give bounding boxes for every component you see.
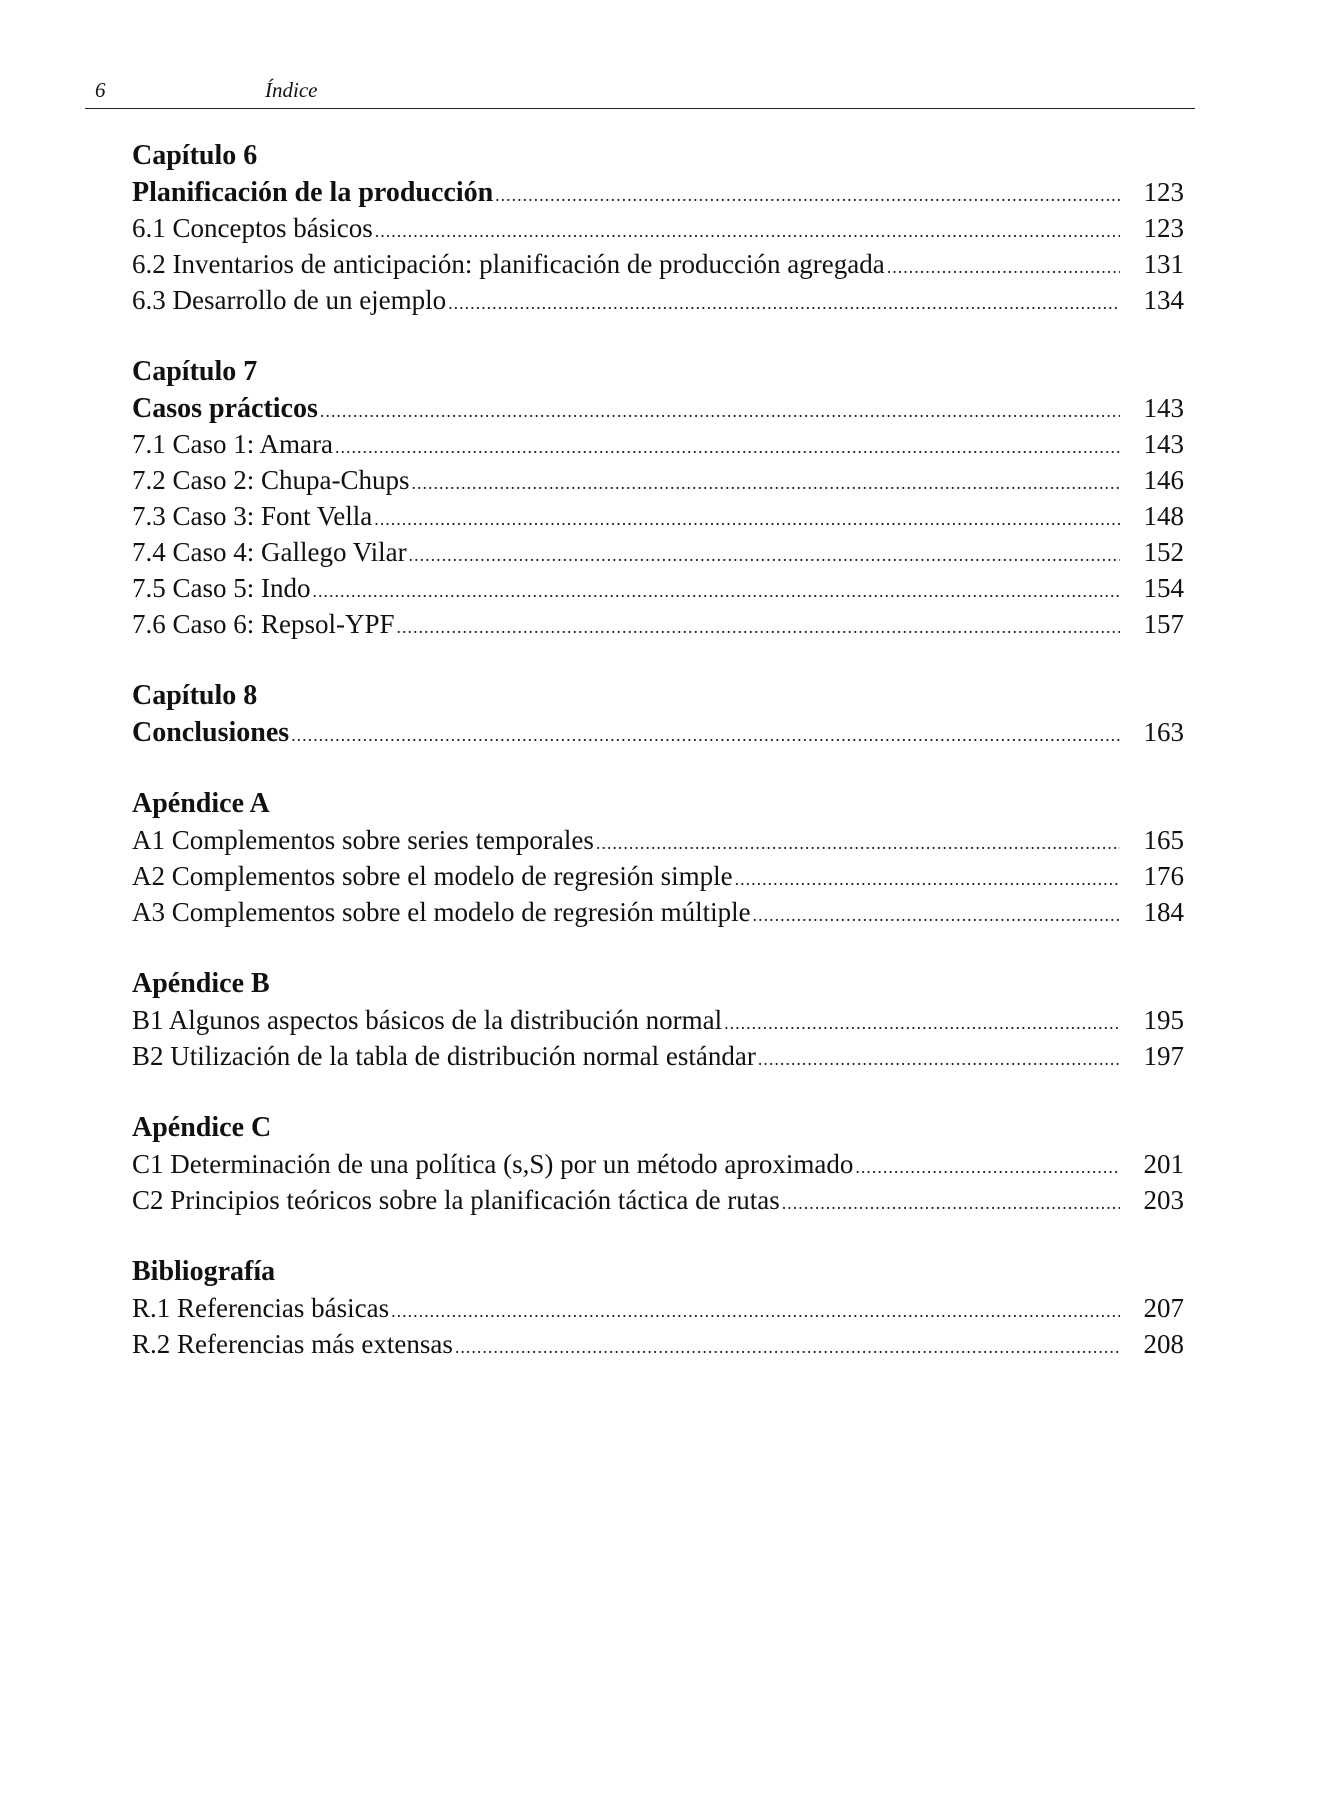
toc-entry: [132, 858, 1184, 894]
running-header: [85, 72, 1195, 109]
entry-page-number: 195: [1143, 1005, 1184, 1035]
entry-page-number: 123: [1143, 213, 1184, 243]
chapter-title-entry: [132, 714, 1184, 750]
dot-leader: [855, 1149, 1120, 1185]
toc-entry: [132, 606, 1184, 642]
entry-label: Planificación de la producción: [132, 177, 494, 208]
toc-entry: [132, 282, 1184, 318]
dot-leader: [724, 1005, 1120, 1041]
entry-page-number: 201: [1143, 1149, 1184, 1179]
entry-page-number: 197: [1143, 1041, 1184, 1071]
entry-page-number: 134: [1143, 285, 1184, 315]
entry-page-number: 152: [1143, 537, 1184, 567]
entry-label: 6.1 Conceptos básicos: [132, 213, 373, 243]
entry-label: 7.1 Caso 1: Amara: [132, 429, 333, 459]
dot-leader: [397, 609, 1120, 645]
section-heading: Apéndice B: [132, 968, 270, 999]
table-of-contents: [132, 138, 1184, 1398]
entry-page-number: 165: [1143, 825, 1184, 855]
entry-page-number: 146: [1143, 465, 1184, 495]
entry-label: B1 Algunos aspectos básicos de la distribución normal: [132, 1005, 723, 1035]
toc-section: [132, 966, 1184, 1074]
toc-entry: [132, 534, 1184, 570]
dot-leader: [735, 861, 1120, 897]
chapter-title-entry: [132, 390, 1184, 426]
toc-entry: [132, 1182, 1184, 1218]
dot-leader: [391, 1293, 1120, 1329]
entry-label: A1 Complementos sobre series temporales: [132, 825, 594, 855]
entry-label: B2 Utilización de la tabla de distribución normal estándar: [132, 1041, 756, 1071]
entry-label: 7.2 Caso 2: Chupa-Chups: [132, 465, 410, 495]
section-heading: Capítulo 8: [132, 680, 258, 711]
dot-leader: [596, 825, 1120, 861]
entry-label: 6.2 Inventarios de anticipación: planificación de producción agregada: [132, 249, 885, 279]
toc-entry: [132, 1002, 1184, 1038]
toc-entry: [132, 1290, 1184, 1326]
entry-page-number: 148: [1143, 501, 1184, 531]
toc-section: [132, 1254, 1184, 1362]
entry-page-number: 163: [1143, 717, 1184, 747]
entry-page-number: 123: [1143, 177, 1184, 207]
toc-entry: [132, 1326, 1184, 1362]
toc-entry: [132, 822, 1184, 858]
entry-label: 6.3 Desarrollo de un ejemplo: [132, 285, 447, 315]
dot-leader: [335, 429, 1120, 465]
section-heading: Capítulo 6: [132, 140, 258, 171]
toc-entry: [132, 1038, 1184, 1074]
dot-leader: [409, 537, 1120, 573]
toc-entry: [132, 462, 1184, 498]
toc-section: [132, 138, 1184, 318]
page-number: 6: [95, 78, 106, 102]
entry-page-number: 176: [1143, 861, 1184, 891]
entry-label: C1 Determinación de una política (s,S) por un método aproximado: [132, 1149, 854, 1179]
dot-leader: [412, 465, 1120, 501]
entry-label: A3 Complementos sobre el modelo de regresión múltiple: [132, 897, 751, 927]
toc-entry: [132, 210, 1184, 246]
toc-entry: [132, 894, 1184, 930]
entry-page-number: 208: [1143, 1329, 1184, 1359]
entry-page-number: 203: [1143, 1185, 1184, 1215]
section-heading: Capítulo 7: [132, 356, 258, 387]
dot-leader: [887, 249, 1120, 285]
dot-leader: [758, 1041, 1120, 1077]
entry-label: R.1 Referencias básicas: [132, 1293, 390, 1323]
toc-entry: [132, 1146, 1184, 1182]
entry-label: 7.6 Caso 6: Repsol-YPF: [132, 609, 395, 639]
entry-label: A2 Complementos sobre el modelo de regresión simple: [132, 861, 733, 891]
running-title: Índice: [265, 78, 318, 102]
entry-page-number: 143: [1143, 429, 1184, 459]
entry-page-number: 143: [1143, 393, 1184, 423]
toc-entry: [132, 498, 1184, 534]
entry-label: C2 Principios teóricos sobre la planificación táctica de rutas: [132, 1185, 780, 1215]
dot-leader: [495, 177, 1120, 213]
dot-leader: [448, 285, 1120, 321]
dot-leader: [320, 393, 1120, 429]
dot-leader: [753, 897, 1120, 933]
entry-label: Conclusiones: [132, 717, 290, 748]
entry-page-number: 154: [1143, 573, 1184, 603]
toc-section: [132, 786, 1184, 930]
dot-leader: [374, 501, 1120, 537]
toc-section: [132, 1110, 1184, 1218]
toc-section: [132, 354, 1184, 642]
dot-leader: [313, 573, 1121, 609]
dot-leader: [782, 1185, 1120, 1221]
toc-entry: [132, 570, 1184, 606]
section-heading: Apéndice C: [132, 1112, 272, 1143]
entry-page-number: 184: [1143, 897, 1184, 927]
chapter-title-entry: [132, 174, 1184, 210]
toc-entry: [132, 426, 1184, 462]
entry-label: Casos prácticos: [132, 393, 318, 424]
toc-section: [132, 678, 1184, 750]
entry-label: R.2 Referencias más extensas: [132, 1329, 453, 1359]
dot-leader: [375, 213, 1120, 249]
entry-label: 7.4 Caso 4: Gallego Vilar: [132, 537, 407, 567]
section-heading: Apéndice A: [132, 788, 270, 819]
dot-leader: [291, 717, 1120, 753]
entry-page-number: 131: [1143, 249, 1184, 279]
toc-entry: [132, 246, 1184, 282]
entry-page-number: 157: [1143, 609, 1184, 639]
entry-page-number: 207: [1143, 1293, 1184, 1323]
entry-label: 7.3 Caso 3: Font Vella: [132, 501, 373, 531]
dot-leader: [455, 1329, 1120, 1365]
section-heading: Bibliografía: [132, 1256, 276, 1287]
entry-label: 7.5 Caso 5: Indo: [132, 573, 311, 603]
